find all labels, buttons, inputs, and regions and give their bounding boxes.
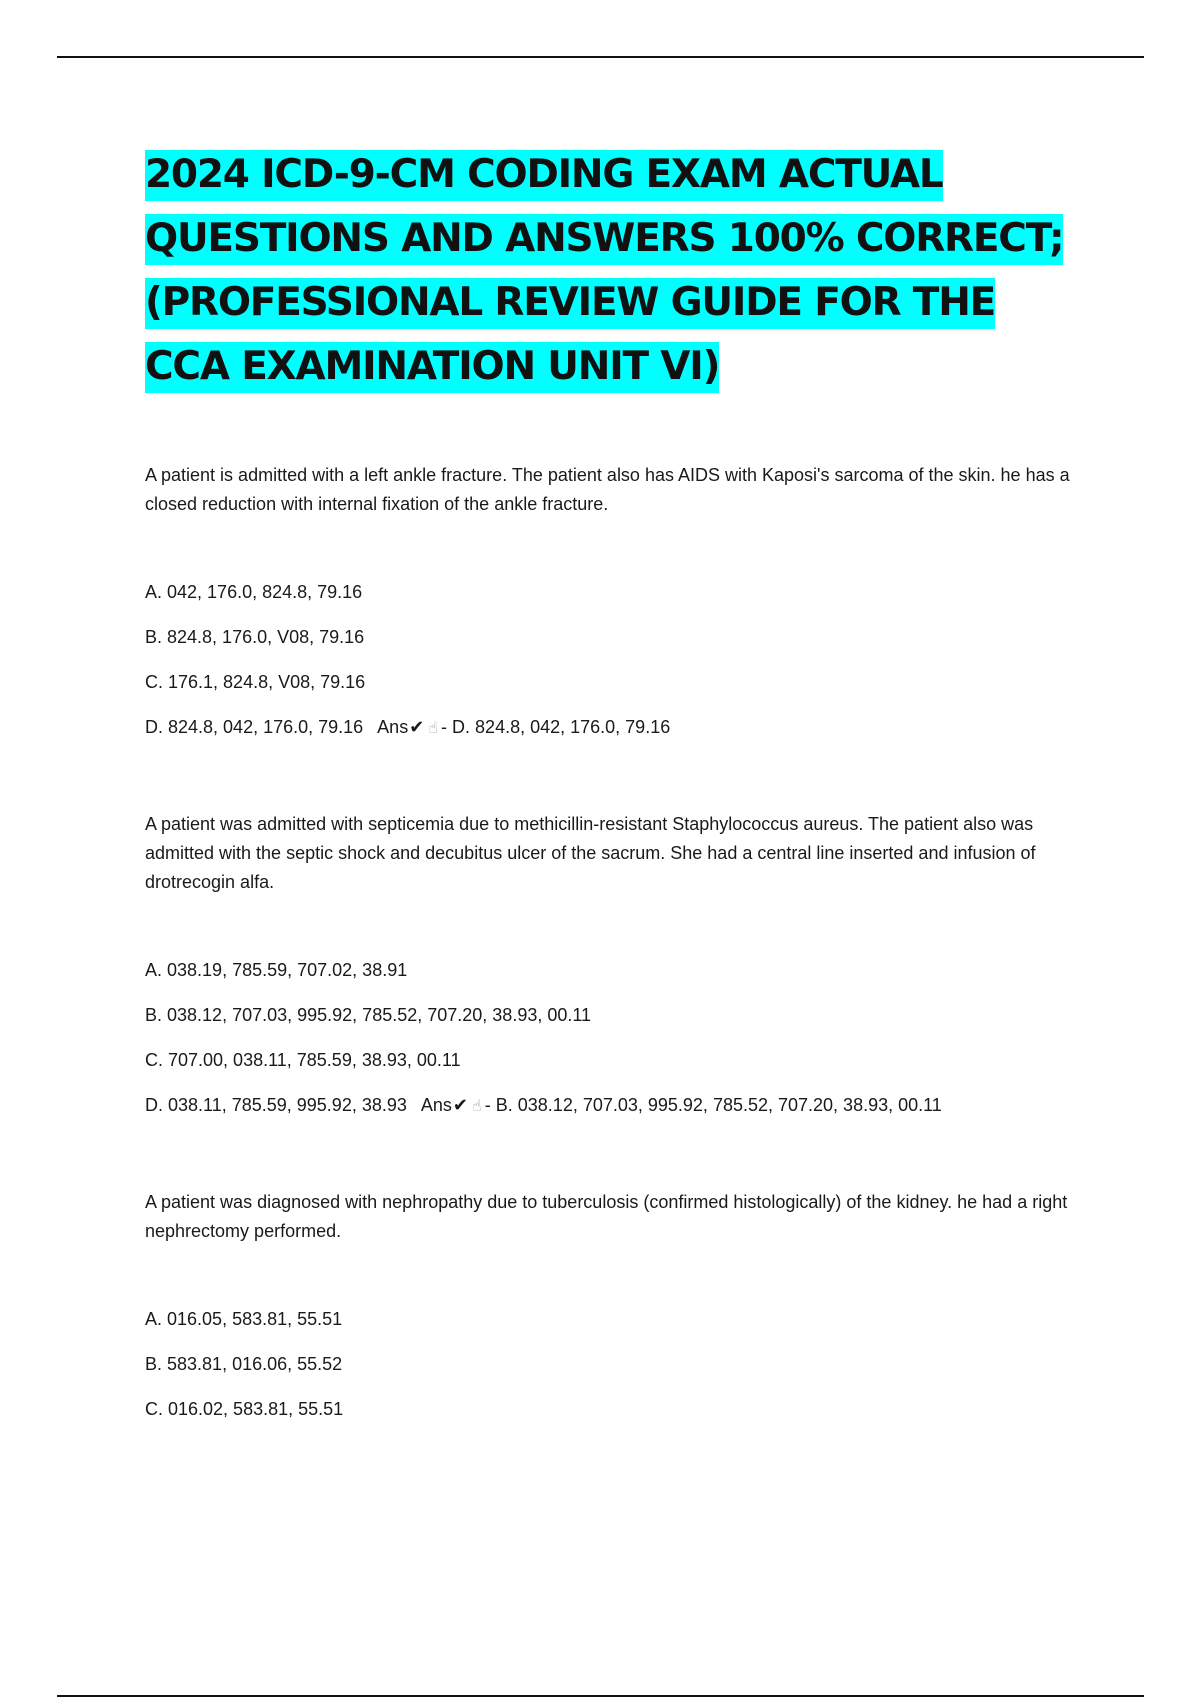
question-1-stem: A patient is admitted with a left ankle fracture. The patient also has AIDS with Kaposi's sarcoma of the skin. he has a closed reduction with internal fixation of the ankle fracture.	[145, 465, 1070, 514]
question-1-answer: - D. 824.8, 042, 176.0, 79.16	[441, 717, 671, 737]
question-3-stem: A patient was diagnosed with nephropathy due to tuberculosis (confirmed histologically) of the kidney. he had a right nephrectomy performed.	[145, 1192, 1068, 1241]
question-1-options	[145, 580, 1075, 760]
check-icon: ✔	[452, 1095, 469, 1116]
question-2-option-b	[145, 1003, 1075, 1048]
question-1-option-d	[145, 715, 1075, 760]
question-2-answer: - B. 038.12, 707.03, 995.92, 785.52, 707.20, 38.93, 00.11	[484, 1095, 942, 1115]
question-3	[145, 1188, 1075, 1442]
document-title-text: 2024 ICD-9-CM CODING EXAM ACTUAL QUESTIONS AND ANSWERS 100% CORRECT; (PROFESSIONAL REVIEW GUIDE FOR THE CCA EXAMINATION UNIT VI)	[145, 150, 1063, 393]
footer-rule	[57, 1695, 1144, 1697]
answer-label: Ans	[377, 717, 409, 737]
option-text: B. 038.12, 707.03, 995.92, 785.52, 707.20, 38.93, 00.11	[145, 1005, 592, 1025]
question-3-option-b	[145, 1352, 1075, 1397]
document-title	[145, 143, 1075, 399]
option-text: A. 016.05, 583.81, 55.51	[145, 1309, 343, 1329]
question-3-option-c	[145, 1397, 1075, 1442]
question-3-options	[145, 1307, 1075, 1442]
question-2-option-c	[145, 1048, 1075, 1093]
question-1	[145, 461, 1075, 760]
document-body	[145, 143, 1075, 1442]
option-text: D. 824.8, 042, 176.0, 79.16	[145, 717, 364, 737]
option-text: B. 824.8, 176.0, V08, 79.16	[145, 627, 365, 647]
question-2-options	[145, 958, 1075, 1138]
question-2	[145, 810, 1075, 1138]
question-3-option-a	[145, 1307, 1075, 1352]
answer-label: Ans	[420, 1095, 452, 1115]
question-1-option-c	[145, 670, 1075, 715]
pointing-hand-icon: ☝	[472, 1096, 482, 1115]
option-text: B. 583.81, 016.06, 55.52	[145, 1354, 343, 1374]
question-1-option-a	[145, 580, 1075, 625]
option-text: A. 038.19, 785.59, 707.02, 38.91	[145, 960, 408, 980]
question-1-option-b	[145, 625, 1075, 670]
question-2-stem: A patient was admitted with septicemia due to methicillin-resistant Staphylococcus aureus. The patient also was admitted with the septic shock and decubitus ulcer of the sacrum. She had a central line inserted and infusion of drotrecogin alfa.	[145, 814, 1036, 892]
header-rule	[57, 56, 1144, 58]
option-text: C. 176.1, 824.8, V08, 79.16	[145, 672, 366, 692]
pointing-hand-icon: ☝	[428, 718, 439, 737]
option-text: C. 016.02, 583.81, 55.51	[145, 1399, 344, 1419]
option-text: C. 707.00, 038.11, 785.59, 38.93, 00.11	[145, 1050, 461, 1070]
check-icon: ✔	[409, 717, 425, 738]
question-2-option-d	[145, 1093, 1075, 1138]
question-2-option-a	[145, 958, 1075, 1003]
option-text: A. 042, 176.0, 824.8, 79.16	[145, 582, 363, 602]
option-text: D. 038.11, 785.59, 995.92, 38.93	[145, 1095, 407, 1115]
